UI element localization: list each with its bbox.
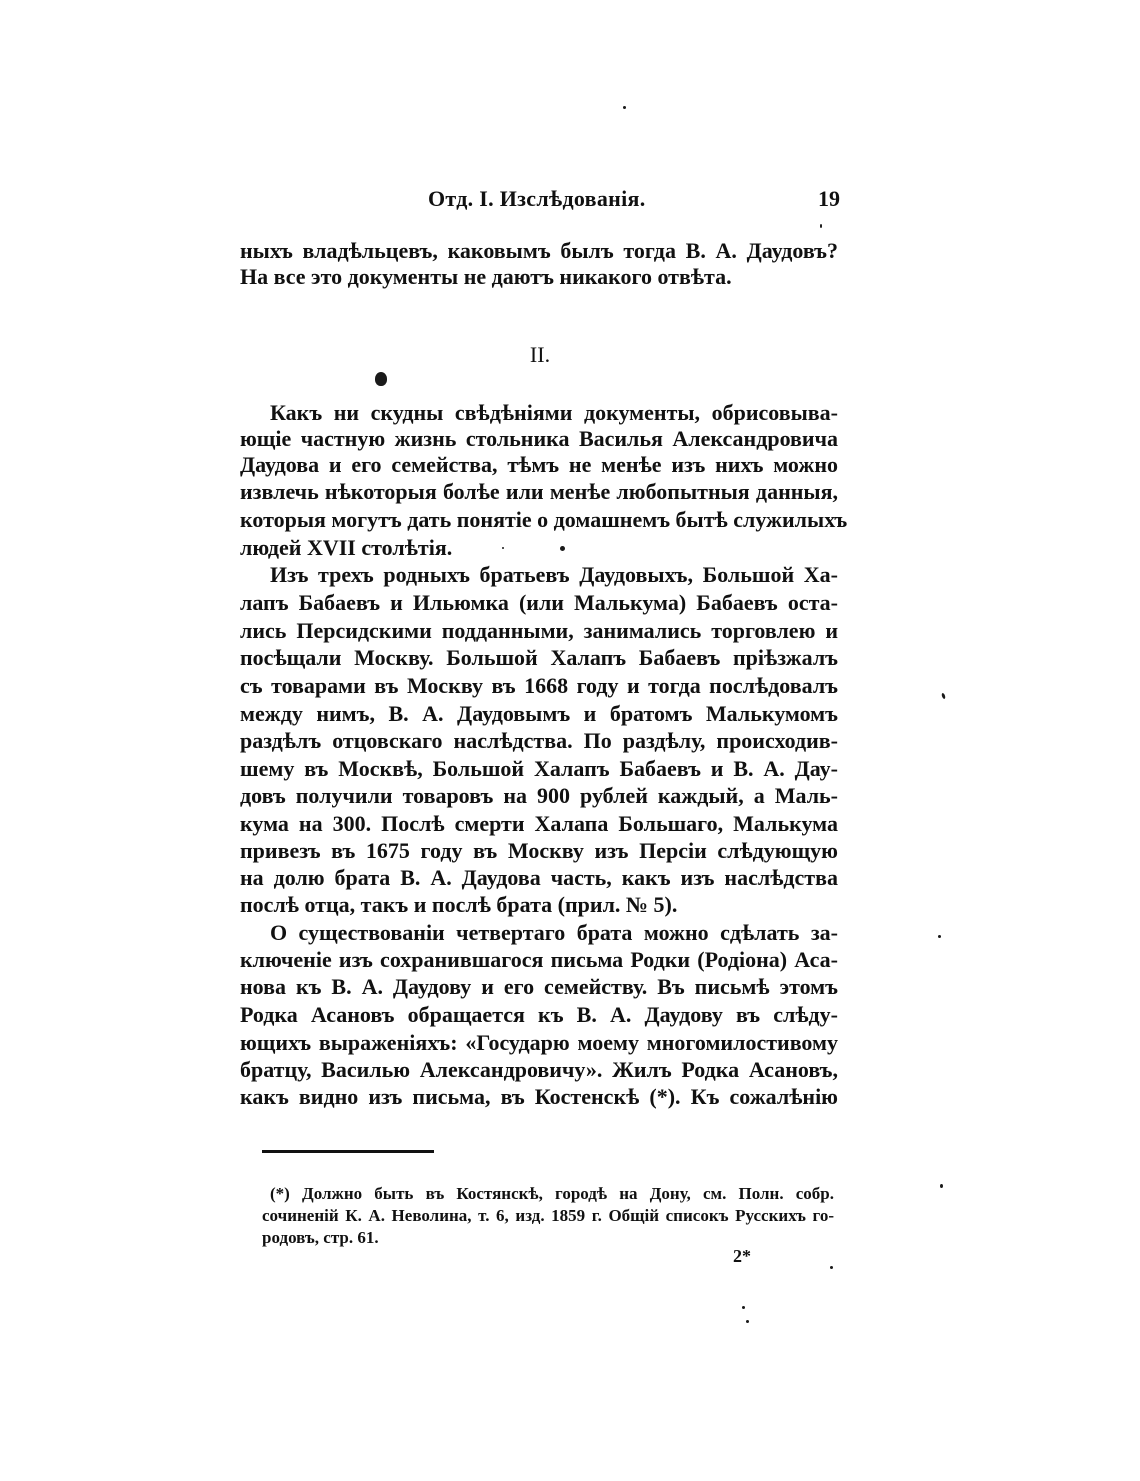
paragraph-3-line: нова къ В. А. Даудову и его семейству. Въ письмѣ этомъ	[240, 974, 838, 999]
paragraph-2-line: шему въ Москвѣ, Большой Халапъ Бабаевъ и В. А. Дау-	[240, 756, 838, 781]
paragraph-1-line: людей XVII столѣтія.	[240, 535, 453, 560]
paragraph-2-line: посѣщали Москву. Большой Халапъ Бабаевъ пріѣзжалъ	[240, 645, 838, 670]
paragraph-2-line: довъ получили товаровъ на 900 рублей каждый, а Маль-	[240, 783, 838, 808]
ink-speck	[742, 1306, 745, 1309]
paragraph-2-line: съ товарами въ Москву въ 1668 году и тогда послѣдовалъ	[240, 673, 838, 698]
ink-speck	[938, 935, 941, 938]
paragraph-3-line: Родка Асановъ обращается къ В. А. Даудову въ слѣду-	[240, 1002, 838, 1027]
paragraph-2-line: привезъ въ 1675 году въ Москву изъ Персіи слѣдующую	[240, 838, 838, 863]
ink-speck	[746, 1320, 749, 1323]
running-title: Отд. I. Изслѣдованія.	[428, 186, 646, 211]
paragraph-2-line: Изъ трехъ родныхъ братьевъ Даудовыхъ, Большой Ха-	[270, 562, 838, 587]
ink-speck	[560, 546, 565, 551]
paragraph-2-line: раздѣлъ отцовскаго наслѣдства. По раздѣлу, происходив-	[240, 728, 838, 753]
paragraph-1-line: Какъ ни скудны свѣдѣніями документы, обрисовыва-	[270, 400, 838, 425]
paragraph-2-line: на долю брата В. А. Даудова часть, какъ изъ наслѣдства	[240, 865, 838, 890]
page-number: 19	[818, 186, 840, 211]
ink-blot	[375, 372, 387, 386]
paragraph-2-line: лись Персидскими подданными, занимались торговлею и	[240, 618, 838, 643]
ink-speck	[941, 693, 946, 700]
ink-speck	[502, 547, 504, 549]
paragraph-3-line: ющихъ выраженіяхъ: «Государю моему многомилостивому	[240, 1030, 838, 1055]
footnote-line: сочиненій К. А. Неволина, т. 6, изд. 1859 г. Общій списокъ Русскихъ го-	[262, 1206, 834, 1225]
intro-line: На все это документы не даютъ никакого отвѣта.	[240, 264, 732, 289]
footnote-line: родовъ, стр. 61.	[262, 1228, 379, 1247]
paragraph-1-line: ющіе частную жизнь стольника Василья Александровича	[240, 426, 838, 451]
footnote-line: (*) Должно быть въ Костянскѣ, городѣ на Дону, см. Полн. собр.	[270, 1184, 834, 1203]
paragraph-3-line: О существованіи четвертаго брата можно сдѣлать за-	[270, 920, 838, 945]
paragraph-2-line: между нимъ, В. А. Даудовымъ и братомъ Малькумомъ	[240, 701, 838, 726]
paragraph-2-line: послѣ отца, такъ и послѣ брата (прил. № 5).	[240, 892, 678, 917]
section-heading: II.	[529, 342, 551, 367]
paragraph-2-line: лапъ Бабаевъ и Ильюмка (или Малькума) Бабаевъ оста-	[240, 590, 838, 615]
paragraph-3-line: какъ видно изъ письма, въ Костенскѣ (*). Къ сожалѣнію	[240, 1084, 838, 1109]
ink-speck	[940, 1184, 943, 1188]
paragraph-1-line: извлечь нѣкоторыя болѣе или менѣе любопытныя данныя,	[240, 479, 838, 504]
page-header	[240, 186, 840, 218]
intro-line: ныхъ владѣльцевъ, каковымъ былъ тогда В. А. Даудовъ?	[240, 238, 838, 263]
paragraph-1-line: Даудова и его семейства, тѣмъ не менѣе изъ нихъ можно	[240, 452, 838, 477]
paragraph-3-line: братцу, Василью Александровичу». Жилъ Родка Асановъ,	[240, 1057, 838, 1082]
ink-speck	[830, 1266, 833, 1269]
footnote-rule	[262, 1150, 434, 1153]
paragraph-1-line: которыя могутъ дать понятіе о домашнемъ бытѣ служилыхъ	[240, 507, 848, 532]
signature-mark: 2*	[733, 1246, 751, 1266]
paragraph-2-line: кума на 300. Послѣ смерти Халапа Большаго, Малькума	[240, 811, 838, 836]
ink-speck	[623, 106, 626, 109]
paragraph-3-line: ключеніе изъ сохранившагося письма Родки (Родіона) Аса-	[240, 947, 838, 972]
ink-speck	[820, 224, 822, 228]
